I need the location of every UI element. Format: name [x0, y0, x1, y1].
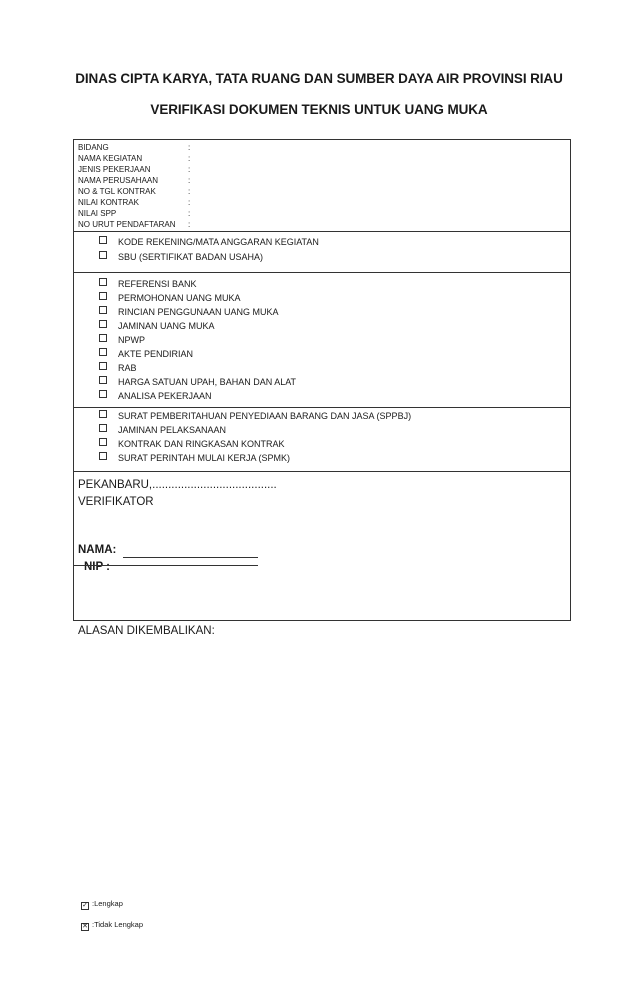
checklist-item[interactable] [99, 251, 263, 263]
legend-lengkap [81, 899, 123, 910]
checklist-item-label: ANALISA PEKERJAAN [118, 391, 212, 401]
checklist-item-label: KONTRAK DAN RINGKASAN KONTRAK [118, 439, 285, 449]
checkbox-icon[interactable] [99, 376, 107, 384]
checklist-item-label: AKTE PENDIRIAN [118, 349, 194, 359]
verifikator-label: VERIFIKATOR [78, 496, 154, 508]
nip-line [74, 565, 258, 566]
checklist-item-label: PERMOHONAN UANG MUKA [118, 293, 241, 303]
document-subtitle: VERIFIKASI DOKUMEN TEKNIS UNTUK UANG MUKA [150, 102, 488, 117]
info-label: NO URUT PENDAFTARAN [78, 220, 176, 229]
checkbox-icon[interactable] [99, 320, 107, 328]
info-separator: : [188, 187, 191, 196]
name-label: NAMA: [78, 544, 117, 556]
checklist-group-2 [74, 273, 570, 408]
checklist-item-label: SURAT PEMBERITAHUAN PENYEDIAAN BARANG DAN JASA (SPPBJ) [118, 411, 412, 421]
checklist-item-label: KODE REKENING/MATA ANGGARAN KEGIATAN [118, 237, 319, 247]
checklist-item-label: SBU (SERTIFIKAT BADAN USAHA) [118, 252, 264, 262]
verification-form [73, 139, 571, 621]
checkbox-icon[interactable] [99, 236, 107, 244]
checklist-item[interactable] [99, 376, 296, 388]
checklist-item[interactable] [99, 348, 193, 360]
legend-label: :Tidak Lengkap [92, 920, 144, 929]
info-separator: : [188, 176, 191, 185]
info-row-bidang [78, 143, 190, 153]
alasan-dikembalikan-label: ALASAN DIKEMBALIKAN: [78, 625, 215, 637]
info-label: NAMA KEGIATAN [78, 154, 143, 163]
name-line [123, 557, 258, 558]
info-row-jenis-pekerjaan [78, 165, 190, 175]
checklist-item[interactable] [99, 334, 145, 346]
checklist-group-1 [74, 232, 570, 273]
info-separator: : [188, 209, 191, 218]
info-label: NO & TGL KONTRAK [78, 187, 156, 196]
checkbox-icon[interactable] [99, 334, 107, 342]
checklist-item[interactable] [99, 292, 241, 304]
info-label: NILAI SPP [78, 209, 117, 218]
info-separator: : [188, 165, 191, 174]
info-label: BIDANG [78, 143, 109, 152]
checklist-item[interactable] [99, 390, 212, 402]
info-separator: : [188, 198, 191, 207]
check-icon: ✓ [82, 902, 88, 909]
checkbox-icon[interactable] [99, 278, 107, 286]
checklist-item-label: SURAT PERINTAH MULAI KERJA (SPMK) [118, 453, 291, 463]
checklist-item[interactable] [99, 320, 215, 332]
info-row-nama-kegiatan [78, 154, 190, 164]
cross-icon: ✕ [82, 923, 88, 930]
info-separator: : [188, 220, 191, 229]
checkbox-icon[interactable] [99, 251, 107, 259]
info-section [74, 140, 570, 232]
checklist-item-label: REFERENSI BANK [118, 279, 197, 289]
signature-section [74, 472, 570, 622]
checklist-item-label: RAB [118, 363, 137, 373]
info-row-nilai-kontrak [78, 198, 190, 208]
info-row-no-urut-pendaftaran [78, 220, 190, 230]
checklist-item[interactable] [99, 236, 319, 248]
checklist-item[interactable] [99, 424, 226, 436]
checklist-item[interactable] [99, 362, 137, 374]
checkbox-icon[interactable] [99, 348, 107, 356]
checkbox-icon[interactable] [99, 452, 107, 460]
checklist-item-label: RINCIAN PENGGUNAAN UANG MUKA [118, 307, 279, 317]
place-date-line: PEKANBARU,....................................... [78, 479, 277, 491]
nip-label: NIP : [84, 561, 110, 573]
info-separator: : [188, 143, 191, 152]
checkbox-icon[interactable] [99, 410, 107, 418]
info-label: JENIS PEKERJAAN [78, 165, 151, 174]
checkbox-icon[interactable] [99, 390, 107, 398]
checkbox-icon[interactable] [99, 292, 107, 300]
info-label: NILAI KONTRAK [78, 198, 139, 207]
legend-tidak-lengkap [81, 920, 143, 931]
info-row-nilai-spp [78, 209, 190, 219]
info-separator: : [188, 154, 191, 163]
info-label: NAMA PERUSAHAAN [78, 176, 159, 185]
legend-label: :Lengkap [92, 899, 123, 908]
checklist-item-label: JAMINAN UANG MUKA [118, 321, 215, 331]
checklist-item[interactable] [99, 438, 285, 450]
checklist-item[interactable] [99, 410, 411, 422]
checklist-item[interactable] [99, 278, 197, 290]
info-row-nama-perusahaan [78, 176, 190, 186]
info-row-no-tgl-kontrak [78, 187, 190, 197]
checkbox-icon[interactable] [99, 424, 107, 432]
checkbox-icon[interactable] [99, 306, 107, 314]
checkbox-icon[interactable] [99, 438, 107, 446]
checkbox-icon[interactable] [99, 362, 107, 370]
checklist-item[interactable] [99, 452, 290, 464]
document-title: DINAS CIPTA KARYA, TATA RUANG DAN SUMBER DAYA AIR PROVINSI RIAU [75, 71, 563, 86]
checklist-item[interactable] [99, 306, 279, 318]
checklist-item-label: JAMINAN PELAKSANAAN [118, 425, 227, 435]
checklist-item-label: HARGA SATUAN UPAH, BAHAN DAN ALAT [118, 377, 297, 387]
checklist-group-3 [74, 408, 570, 472]
checklist-item-label: NPWP [118, 335, 145, 345]
